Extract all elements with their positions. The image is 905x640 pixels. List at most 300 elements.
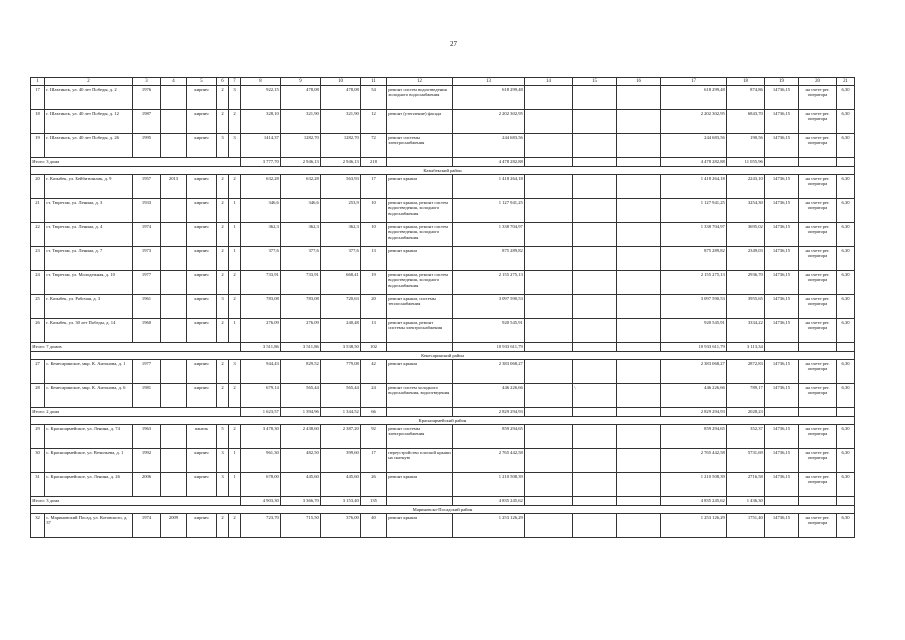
table-cell: 789,17	[727, 384, 765, 408]
total-cell: 3 153,40	[321, 497, 361, 506]
table-cell: 618 299,48	[661, 86, 727, 110]
table-cell: 3	[217, 295, 229, 319]
total-cell	[799, 158, 837, 167]
table-cell: 14736,15	[765, 473, 799, 497]
table-cell: 783,08	[241, 295, 281, 319]
table-cell: г. Казыбек, ул. Бейбитшилик, д. 9	[45, 175, 133, 199]
total-cell	[525, 497, 573, 506]
table-cell: \	[573, 384, 617, 408]
table-row	[31, 384, 855, 408]
column-number: 2	[45, 78, 133, 86]
table-cell: с. Мариновский Посад, ул. Котовского, д. 37	[45, 514, 133, 538]
table-cell: 13	[361, 247, 387, 271]
table-cell: ст. Тюретам, ул. Ленина, д. 4	[45, 223, 133, 247]
table-cell: ремонт систем водоотведения холодного водоснабжения	[387, 86, 453, 110]
table-cell	[573, 199, 617, 223]
table-cell: кирпич	[187, 223, 217, 247]
table-cell: 6843,70	[727, 110, 765, 134]
table-cell: 3	[217, 449, 229, 473]
total-cell: 3 113,34	[727, 343, 765, 352]
table-cell: 2	[229, 271, 241, 295]
table-cell: ремонт системы электроснабжения	[387, 425, 453, 449]
table-cell: 6,30	[837, 360, 855, 384]
column-number: 3	[133, 78, 161, 86]
table-cell: 1960	[133, 319, 161, 343]
table-cell: 352,37	[727, 425, 765, 449]
table-cell	[573, 86, 617, 110]
table-cell	[161, 319, 187, 343]
total-cell	[387, 497, 453, 506]
table-cell: 2	[229, 425, 241, 449]
table-cell: на счете рег. оператора	[799, 247, 837, 271]
table-cell: 14736,15	[765, 86, 799, 110]
table-cell: 678,00	[241, 473, 281, 497]
total-cell: 2028,23	[727, 408, 765, 417]
table-cell: на счете рег. оператора	[799, 86, 837, 110]
total-cell: 135	[361, 497, 387, 506]
table-cell: 17	[361, 175, 387, 199]
column-number: 15	[573, 78, 617, 86]
table-cell: 26	[361, 473, 387, 497]
table-cell: 3 478,30	[241, 425, 281, 449]
total-cell	[525, 158, 573, 167]
table-cell: на счете рег. оператора	[799, 199, 837, 223]
column-number: 8	[241, 78, 281, 86]
table-cell: 30	[31, 449, 45, 473]
table-cell: 1987	[133, 110, 161, 134]
table-cell: 1414,37	[241, 134, 281, 158]
table-cell: 72	[361, 134, 387, 158]
table-cell: на счете рег. оператора	[799, 384, 837, 408]
table-cell: на счете рег. оператора	[799, 110, 837, 134]
table-cell: кирпич	[187, 360, 217, 384]
table-cell: 376,00	[321, 514, 361, 538]
table-cell: ремонт крыши, ремонт системы электроснабжения	[387, 319, 453, 343]
table-cell: 783,08	[281, 295, 321, 319]
table-cell: 2	[229, 110, 241, 134]
table-cell	[161, 425, 187, 449]
table-cell: 54	[361, 86, 387, 110]
table-cell: 2	[217, 514, 229, 538]
table-cell: 1933	[133, 199, 161, 223]
table-cell: 2 202 302,95	[453, 110, 525, 134]
table-cell: панель	[187, 425, 217, 449]
total-cell	[765, 497, 799, 506]
total-cell: 4 835 245,62	[661, 497, 727, 506]
table-cell: 12	[361, 110, 387, 134]
table-cell: 2716,58	[727, 473, 765, 497]
table-cell	[573, 295, 617, 319]
total-cell	[837, 408, 855, 417]
table-cell: 478,08	[281, 86, 321, 110]
table-cell	[617, 271, 661, 295]
table-cell: 618 299,48	[453, 86, 525, 110]
table-cell: ремонт крыши, ремонт систем водоотведения, холодного водоснабжения	[387, 199, 453, 223]
table-cell: 6,30	[837, 86, 855, 110]
table-cell: на счете рег. оператора	[799, 175, 837, 199]
column-number: 11	[361, 78, 387, 86]
total-cell: 102	[361, 343, 387, 352]
table-cell: 6,30	[837, 199, 855, 223]
table-cell: 2 383 068,27	[661, 360, 727, 384]
column-number: 6	[217, 78, 229, 86]
total-cell	[765, 408, 799, 417]
total-cell: 4 478 282,88	[453, 158, 525, 167]
table-cell	[161, 223, 187, 247]
column-number: 20	[799, 78, 837, 86]
district-name: Казыбекский район	[31, 167, 855, 175]
table-cell: 2 155 275,13	[661, 271, 727, 295]
table-cell: кирпич	[187, 319, 217, 343]
table-cell	[573, 110, 617, 134]
table-cell: 32	[31, 514, 45, 538]
table-cell: 3334,22	[727, 319, 765, 343]
table-cell	[573, 223, 617, 247]
table-cell: 2 155 275,13	[453, 271, 525, 295]
table-cell: 10	[361, 199, 387, 223]
table-cell: ремонт крыши, ремонт систем водоотведения, холодного водоснабжения	[387, 271, 453, 295]
column-number: 18	[727, 78, 765, 86]
table-cell: ремонт (утепление) фасада	[387, 110, 453, 134]
table-cell: 1 338 704,97	[661, 223, 727, 247]
total-cell: 3 511,86	[241, 343, 281, 352]
table-cell: 2872,83	[727, 360, 765, 384]
table-cell: 14736,15	[765, 223, 799, 247]
total-cell	[387, 158, 453, 167]
district-header-row	[31, 417, 855, 425]
table-cell	[161, 473, 187, 497]
total-cell	[573, 408, 617, 417]
table-cell	[525, 360, 573, 384]
table-cell: 14736,15	[765, 449, 799, 473]
column-number: 7	[229, 78, 241, 86]
table-cell: 377,6	[321, 247, 361, 271]
table-cell: на счете рег. оператора	[799, 449, 837, 473]
table-cell	[617, 199, 661, 223]
total-cell: 2 829 294,93	[661, 408, 727, 417]
column-number: 5	[187, 78, 217, 86]
table-cell: 875 289,82	[661, 247, 727, 271]
total-cell: 1 394,96	[281, 408, 321, 417]
table-cell: 14736,15	[765, 247, 799, 271]
district-name: Кенесаринский район	[31, 352, 855, 360]
total-cell: 1 623,57	[241, 408, 281, 417]
total-cell	[837, 158, 855, 167]
table-cell: 1	[229, 223, 241, 247]
table-cell: кирпич	[187, 175, 217, 199]
table-cell: 42	[361, 360, 387, 384]
total-label: Итого: 3 дома	[31, 158, 241, 167]
table-cell: 1 253 126,29	[661, 514, 727, 538]
table-cell	[617, 110, 661, 134]
table-cell: 6,30	[837, 175, 855, 199]
table-cell: 14736,15	[765, 514, 799, 538]
table-cell: г. Шахтинск, ул. 40 лет Победы, д. 2	[45, 86, 133, 110]
table-cell: 2 387,20	[321, 425, 361, 449]
table-cell	[573, 271, 617, 295]
table-row	[31, 175, 855, 199]
table-cell	[573, 134, 617, 158]
table-cell: ст. Тюретам, ул. Ленина, д. 3	[45, 199, 133, 223]
table-cell: 240,48	[321, 319, 361, 343]
table-cell: кирпич	[187, 449, 217, 473]
table-cell: 6,30	[837, 473, 855, 497]
table-cell	[617, 134, 661, 158]
table-cell: 321,90	[281, 110, 321, 134]
table-cell: 1 338 704,97	[453, 223, 525, 247]
column-number: 4	[161, 78, 187, 86]
table-cell	[617, 175, 661, 199]
table-cell: 1973	[133, 247, 161, 271]
table-cell: 679,14	[241, 384, 281, 408]
table-cell: 2	[229, 514, 241, 538]
table-cell	[617, 86, 661, 110]
table-cell: 1 210 508,39	[661, 473, 727, 497]
table-cell: кирпич	[187, 199, 217, 223]
table-cell: 2	[217, 384, 229, 408]
table-cell: на счете рег. оператора	[799, 271, 837, 295]
table-cell: переустройство плоской крыши на скатную	[387, 449, 453, 473]
total-cell: 2 946,13	[321, 158, 361, 167]
table-cell: 29	[31, 425, 45, 449]
table-cell: 2	[217, 319, 229, 343]
total-cell	[617, 497, 661, 506]
table-cell: 565,44	[321, 384, 361, 408]
table-cell: 362,3	[321, 223, 361, 247]
table-cell: 2 383 068,27	[453, 360, 525, 384]
table-cell: кирпич	[187, 514, 217, 538]
table-cell: 668,41	[321, 271, 361, 295]
total-cell: 11 055,96	[727, 158, 765, 167]
table-cell: 1 418 264,18	[453, 175, 525, 199]
table-cell	[525, 247, 573, 271]
table-cell: ст. Тюретам, ул. Ленина, д. 7	[45, 247, 133, 271]
table-cell: 244 683,56	[661, 134, 727, 158]
table-cell: г. Казыбек, ул. 30 лет Победы, д. 14	[45, 319, 133, 343]
table-row	[31, 134, 855, 158]
table-cell: 565,44	[281, 384, 321, 408]
total-cell	[387, 343, 453, 352]
table-cell: 14736,15	[765, 425, 799, 449]
table-cell: 2 765 442,58	[453, 449, 525, 473]
table-cell: 1981	[133, 384, 161, 408]
table-cell: 3	[229, 134, 241, 158]
total-cell: 3 511,86	[281, 343, 321, 352]
table-cell	[617, 473, 661, 497]
table-cell: 2006	[133, 473, 161, 497]
table-cell: ремонт крыши	[387, 247, 453, 271]
table-cell: 399,60	[321, 449, 361, 473]
column-number: 16	[617, 78, 661, 86]
table-cell: г. Шахтинск, ул. 40 лет Победы, д. 26	[45, 134, 133, 158]
total-cell	[525, 408, 573, 417]
table-cell: с. Красноармейское, ул. Ленина, д. 26	[45, 473, 133, 497]
table-cell: на счете рег. оператора	[799, 425, 837, 449]
table-cell: 1974	[133, 514, 161, 538]
total-cell: 3 366,70	[281, 497, 321, 506]
table-cell: 5731,69	[727, 449, 765, 473]
table-row	[31, 295, 855, 319]
table-cell: с. Красноармейское, ул. Вечильева, д. 1	[45, 449, 133, 473]
table-cell	[161, 271, 187, 295]
table-cell: 2	[217, 110, 229, 134]
table-cell: 17	[361, 449, 387, 473]
table-row	[31, 425, 855, 449]
table-cell: 328,10	[241, 110, 281, 134]
total-cell	[617, 408, 661, 417]
table-row	[31, 223, 855, 247]
table-cell: 2936,70	[727, 271, 765, 295]
table-cell	[617, 319, 661, 343]
table-cell: ремонт крыши, системы теплоснабжения	[387, 295, 453, 319]
table-cell: 362,3	[241, 223, 281, 247]
total-cell: 1 436,30	[727, 497, 765, 506]
table-cell	[617, 223, 661, 247]
table-cell: 1992	[133, 449, 161, 473]
column-number-row	[31, 78, 855, 86]
total-cell	[617, 343, 661, 352]
total-cell	[765, 343, 799, 352]
table-cell: 1995	[133, 134, 161, 158]
table-cell: с. Кенесаринское, мкр. К. Антонова, д. 1	[45, 360, 133, 384]
table-cell: 20	[361, 295, 387, 319]
table-cell	[573, 360, 617, 384]
table-cell: 190,56	[727, 134, 765, 158]
table-cell	[617, 360, 661, 384]
table-cell: 2243,10	[727, 175, 765, 199]
column-number: 1	[31, 78, 45, 86]
table-cell: на счете рег. оператора	[799, 295, 837, 319]
table-cell: 920 545,91	[453, 319, 525, 343]
table-cell: 1 253 126,29	[453, 514, 525, 538]
table-cell: 346,6	[281, 199, 321, 223]
table-cell	[617, 514, 661, 538]
column-number: 17	[661, 78, 727, 86]
column-number: 19	[765, 78, 799, 86]
total-label: Итого: 3 дома	[31, 497, 241, 506]
table-cell	[573, 175, 617, 199]
total-cell: 3 538,50	[321, 343, 361, 352]
total-cell	[573, 497, 617, 506]
table-row	[31, 247, 855, 271]
table-cell: 14736,15	[765, 319, 799, 343]
table-cell	[161, 360, 187, 384]
table-cell: 779,08	[321, 360, 361, 384]
district-header-row	[31, 506, 855, 514]
table-cell: 920 545,91	[661, 319, 727, 343]
total-cell: 2 946,13	[281, 158, 321, 167]
table-row	[31, 86, 855, 110]
table-cell	[161, 134, 187, 158]
total-cell	[837, 343, 855, 352]
table-cell: 22	[31, 223, 45, 247]
table-cell	[617, 425, 661, 449]
total-cell: 66	[361, 408, 387, 417]
table-cell: 1 418 264,18	[661, 175, 727, 199]
column-number: 10	[321, 78, 361, 86]
table-cell: 6,30	[837, 134, 855, 158]
total-cell: 10 933 611,79	[453, 343, 525, 352]
table-cell	[617, 384, 661, 408]
table-cell: кирпич	[187, 110, 217, 134]
column-number: 12	[387, 78, 453, 86]
table-cell: 14736,15	[765, 199, 799, 223]
table-cell: 6,30	[837, 384, 855, 408]
table-cell: 563,93	[321, 175, 361, 199]
total-cell: 2 829 294,93	[453, 408, 525, 417]
table-cell: 6,30	[837, 319, 855, 343]
table-cell: 720,63	[321, 295, 361, 319]
table-cell: 445,60	[281, 473, 321, 497]
table-cell: 446 226,66	[661, 384, 727, 408]
table-cell	[525, 514, 573, 538]
table-cell: 922,15	[241, 86, 281, 110]
table-cell: 1961	[133, 295, 161, 319]
table-cell: 733,91	[241, 271, 281, 295]
table-cell: ремонт системы электроснабжения	[387, 134, 453, 158]
table-cell: ремонт крыши, ремонт систем водоотведения, холодного водоснабжения	[387, 223, 453, 247]
total-cell: 3 777,70	[241, 158, 281, 167]
table-cell: 2 765 442,58	[661, 449, 727, 473]
table-cell	[161, 86, 187, 110]
table-cell: с. Красноармейское, ул. Ленина, д. 74	[45, 425, 133, 449]
table-cell: 20	[31, 175, 45, 199]
table-cell	[161, 110, 187, 134]
table-cell: 1	[229, 247, 241, 271]
total-cell	[765, 158, 799, 167]
table-cell: 346,6	[241, 199, 281, 223]
total-cell	[799, 497, 837, 506]
table-cell: 1977	[133, 360, 161, 384]
table-row	[31, 449, 855, 473]
table-cell: 14736,15	[765, 271, 799, 295]
table-cell: ремонт крыши	[387, 473, 453, 497]
table-row	[31, 514, 855, 538]
table-cell: 14736,15	[765, 134, 799, 158]
table-row	[31, 199, 855, 223]
district-header-row	[31, 352, 855, 360]
total-row	[31, 408, 855, 417]
table-cell: 3695,02	[727, 223, 765, 247]
table-cell: 1963	[133, 425, 161, 449]
table-cell	[617, 449, 661, 473]
table-cell: 2	[229, 384, 241, 408]
table-cell: 6,30	[837, 295, 855, 319]
table-cell: 18	[31, 110, 45, 134]
total-cell: 10 933 611,79	[661, 343, 727, 352]
table-cell	[525, 425, 573, 449]
table-cell: 1282,70	[281, 134, 321, 158]
table-cell: 2	[229, 295, 241, 319]
repair-program-table	[30, 77, 855, 538]
table-cell: 2	[217, 271, 229, 295]
table-row	[31, 360, 855, 384]
table-cell: 6,30	[837, 247, 855, 271]
table-cell: кирпич	[187, 384, 217, 408]
table-cell: 28	[31, 384, 45, 408]
table-cell	[161, 295, 187, 319]
table-cell: 92	[361, 425, 387, 449]
table-cell: 859 294,65	[453, 425, 525, 449]
table-cell: 2	[217, 175, 229, 199]
total-cell	[387, 408, 453, 417]
table-cell: 829,52	[281, 360, 321, 384]
table-cell: 26	[31, 319, 45, 343]
table-cell: ремонт крыши	[387, 360, 453, 384]
table-cell: 2	[217, 199, 229, 223]
table-cell: 25	[31, 295, 45, 319]
table-cell: 1	[229, 449, 241, 473]
